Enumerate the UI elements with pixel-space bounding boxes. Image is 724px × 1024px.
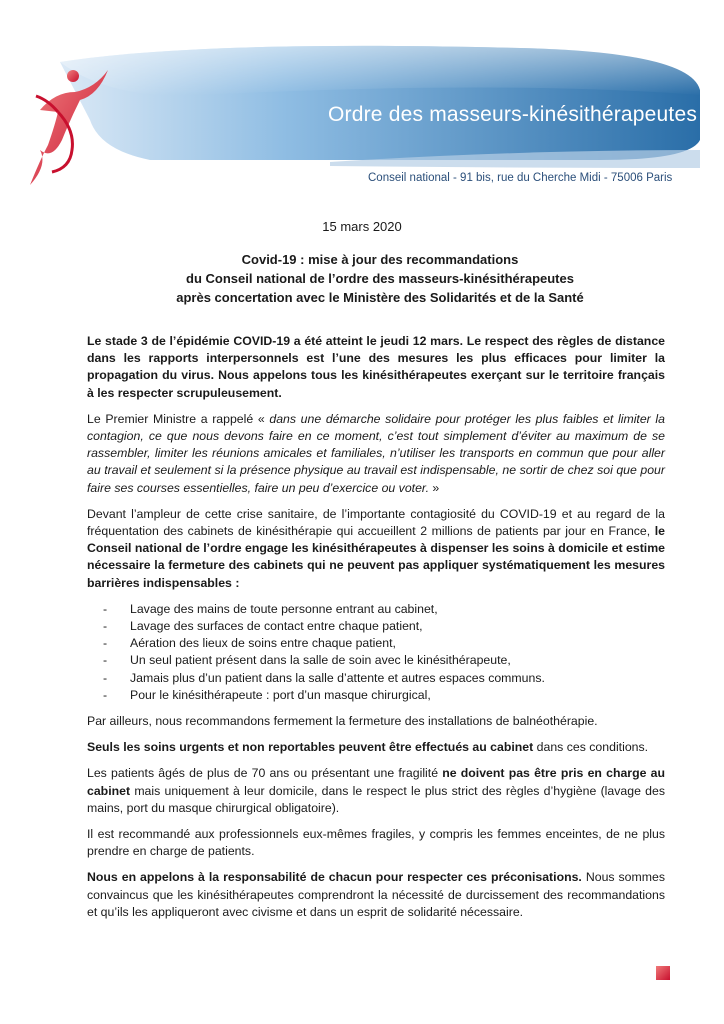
paragraph-prime-minister [87, 411, 665, 497]
list-item-text: Aération des lieux de soins entre chaque patient, [130, 636, 396, 651]
bold-text: Nous en appelons à la responsabilité de chacun pour respecter ces préconisations. [87, 870, 582, 885]
quote-lead: Le Premier Ministre a rappelé « [87, 411, 270, 426]
normal-text: Par ailleurs, nous recommandons fermement la fermeture des installations de balnéothérapie. [87, 714, 598, 729]
document-body [87, 333, 665, 930]
list-item [87, 635, 665, 652]
normal-text: Il est recommandé aux professionnels eux-mêmes fragiles, y compris les femmes enceintes, de ne plus prendre en charge de patients. [87, 827, 665, 859]
organization-address: Conseil national - 91 bis, rue du Cherche Midi - 75006 Paris [368, 172, 673, 184]
list-marker: - [103, 636, 108, 651]
title-line: Covid-19 : mise à jour des recommandations [241, 252, 519, 267]
bold-text: le Conseil national de l’ordre engage les kinésithérapeutes à dispenser les soins à domicile et estime nécessaire la fermeture des cabinets qui ne peuvent pas appliquer systématiquement les mesures barrières indispensables : [87, 524, 665, 590]
bold-text: Le stade 3 de l’épidémie COVID-19 a été atteint le jeudi 12 mars. Le respect des règles de distance dans les rapports interpersonnels est l’une des mesures les plus efficaces pour limiter la propagation du virus. Nous appelons tous les kinésithérapeutes exerçant sur le territoire français à les respecter scrupuleusement. [87, 334, 665, 400]
bold-text: Seuls les soins urgents et non reportables peuvent être effectués au cabinet [87, 740, 534, 755]
paragraph-balneotherapy [87, 713, 665, 730]
normal-text: mais uniquement à leur domicile, dans le respect le plus strict des règles d’hygiène (lavage des mains, port du masque chirurgical obligatoire). [87, 783, 665, 815]
title-line: du Conseil national de l’ordre des masseurs-kinésithérapeutes [186, 271, 574, 286]
normal-text: dans ces conditions. [533, 740, 649, 755]
list-item [87, 618, 665, 635]
list-marker: - [103, 619, 108, 634]
paragraph-fragile-professionals [87, 826, 665, 860]
list-item-text: Jamais plus d’un patient dans la salle d’attente et autres espaces communs. [130, 670, 545, 685]
paragraph-stage3 [87, 333, 665, 402]
list-item [87, 652, 665, 669]
list-item [87, 601, 665, 618]
list-item [87, 670, 665, 687]
normal-text: Les patients âgés de plus de 70 ans ou présentant une fragilité [87, 766, 443, 781]
paragraph-crisis [87, 506, 665, 592]
list-marker: - [103, 653, 108, 668]
list-marker: - [103, 670, 108, 685]
header-banner [0, 0, 724, 200]
list-marker: - [103, 687, 108, 702]
list-item-text: Un seul patient présent dans la salle de soin avec le kinésithérapeute, [130, 653, 511, 668]
footer-square-icon [656, 966, 670, 980]
title-line: après concertation avec le Ministère des Solidarités et de la Santé [176, 290, 584, 305]
bold-text: ne doivent pas être pris en charge au cabinet [87, 766, 665, 798]
paragraph-urgent-care [87, 739, 665, 756]
list-item [87, 687, 665, 704]
normal-text: Nous sommes convaincus que les kinésithérapeutes comprendront la nécessité de durcissement des recommandations et qu’ils les appliqueront avec civisme et dans un esprit de solidarité nécessaire. [87, 870, 665, 919]
quote-end: » [428, 480, 440, 495]
paragraph-responsibility [87, 869, 665, 921]
list-item-text: Lavage des surfaces de contact entre chaque patient, [130, 619, 423, 634]
paragraph-elderly-patients [87, 765, 665, 817]
normal-text: Devant l’ampleur de cette crise sanitaire, de l’importante contagiosité du COVID-19 et au regard de la fréquentation des cabinets de kinésithérapie qui accueillent 2 millions de patients par jour en France, [87, 506, 665, 539]
document-title [60, 250, 700, 307]
barrier-measures-list [87, 601, 665, 704]
list-marker: - [103, 601, 108, 616]
quote-text: dans une démarche solidaire pour protéger les plus faibles et limiter la contagion, ce que nous devons faire en ce moment, c’est tout simplement d’éviter au maximum de se rassembler, limiter les réunions amicales et familiales, n’utiliser les transports en commun que pour aller au travail et seulement si la présence physique au travail est indispensable, ne sortir de chez soi que pour faire ses courses essentielles, faire un peu d’exercice ou voter. [87, 411, 665, 495]
organization-name: Ordre des masseurs-kinésithérapeutes [328, 103, 698, 126]
letterhead [0, 0, 724, 200]
document-date: 15 mars 2020 [322, 219, 402, 234]
list-item-text: Lavage des mains de toute personne entrant au cabinet, [130, 601, 438, 616]
list-item-text: Pour le kinésithérapeute : port d’un masque chirurgical, [130, 687, 431, 702]
